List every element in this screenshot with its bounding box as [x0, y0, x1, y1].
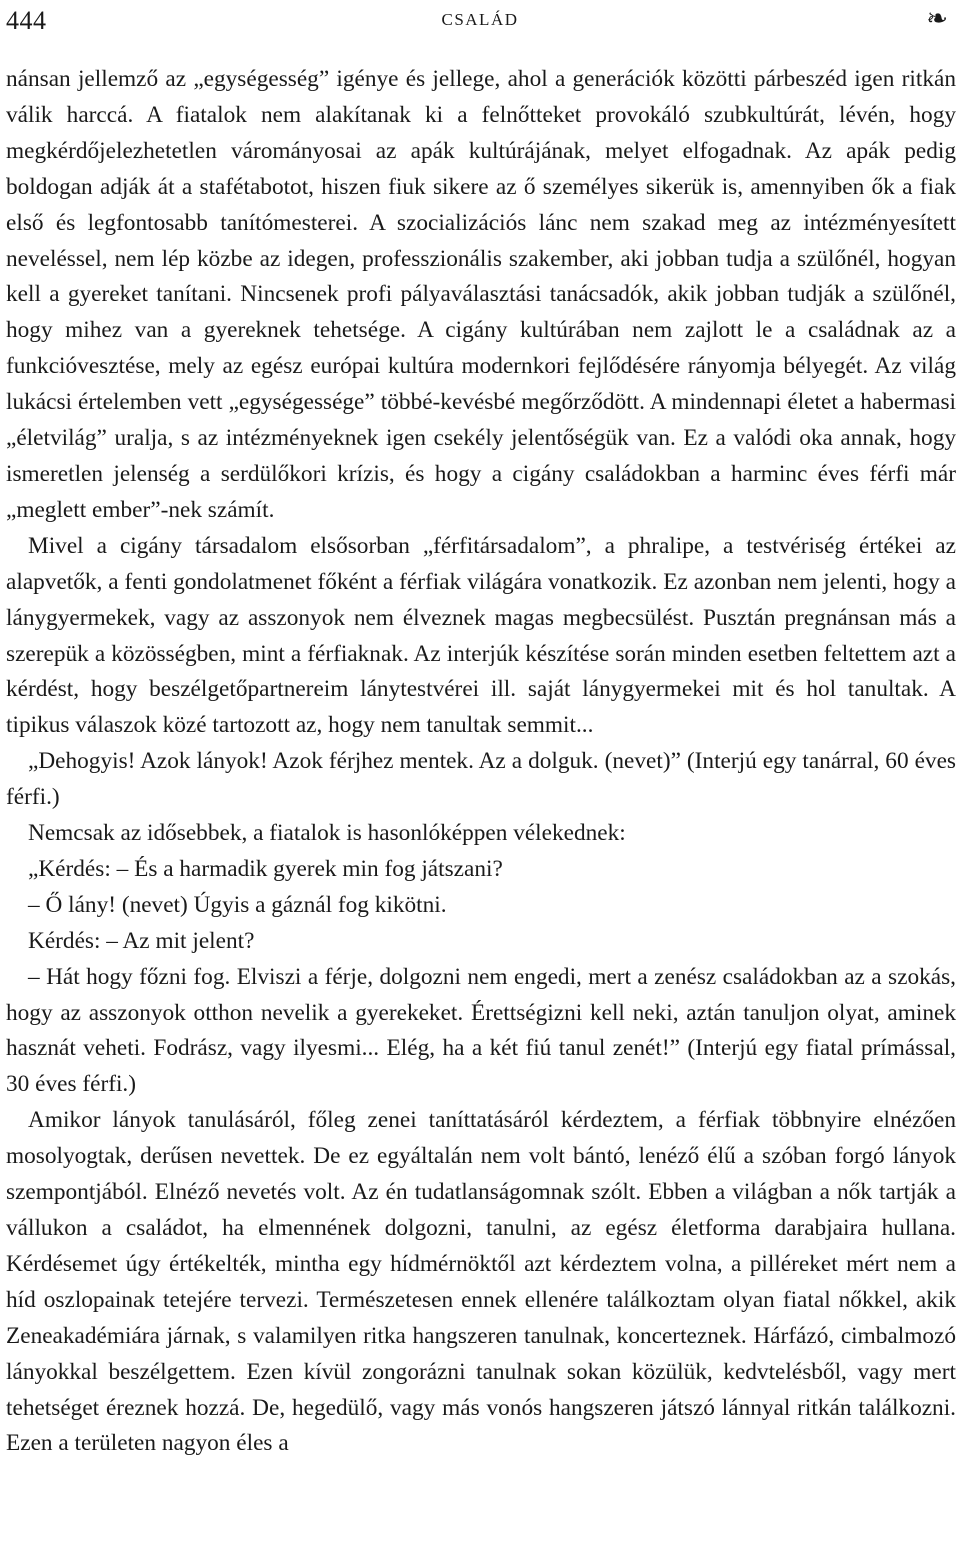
interview-quote: „Dehogyis! Azok lányok! Azok férjhez mentek. Az a dolguk. (nevet)” (Interjú egy tanárral, 60 éves férfi.)	[6, 748, 956, 811]
page-number: 444	[6, 6, 47, 35]
floral-heart-icon: ❧	[926, 4, 948, 33]
interview-line: „Kérdés: – És a harmadik gyerek min fog játszani?	[28, 855, 503, 882]
paragraph: Amikor lányok tanulásáról, főleg zenei taníttatásáról kérdeztem, a férfiak többnyire elnézően mosolyogtak, derűsen nevettek. De ez egyáltalán nem volt bántó, lenéző élű a szóban forgó lányok szempontjából. Elnéző nevetés volt. Az én tudatlanságomnak szólt. Ebben a világban a nők tartják a vállukon a családot, ha elmennének dolgozni, tanulni, az egész életforma darabjaira hullana. Kérdésemet úgy értékelték, mintha egy hídmérnöktől azt kérdeztem volna, a pilléreket mért nem a híd oszlopainak tetejére tervezi. Természetesen ennek ellenére találkoztam olyan fiatal nőkkel, akik Zeneakadémiára járnak, s valamilyen ritka hangszeren tanulnak, koncerteznek. Hárfázó, cimbalmozó lányokkal beszélgettem. Ezen kívül zongorázni tanulnak sokan közülük, kedvtelésből, vagy mert tehetséget éreznek hozzá. De, hegedülő, vagy más vonós hangszeren játszó lánnyal ritkán találkozni. Ezen a területen nagyon éles a	[6, 1107, 956, 1457]
interview-line: – Ő lány! (nevet) Úgyis a gáznál fog kikötni.	[28, 891, 447, 918]
paragraph: Nemcsak az idősebbek, a fiatalok is hasonlóképpen vélekednek:	[28, 820, 626, 847]
body-text	[6, 62, 956, 1462]
interview-line: – Hát hogy főzni fog. Elviszi a férje, dolgozni nem engedi, mert a zenész családokban az a szokás, hogy az asszonyok otthon nevelik a gyerekeket. Érettségizni kell neki, aztán tanuljon olyat, aminek hasznát veheti. Fodrász, vagy ilyesmi... Elég, ha a két fiú tanul zenét!” (Interjú egy fiatal prímással, 30 éves férfi.)	[6, 963, 956, 1098]
paragraph: Mivel a cigány társadalom elsősorban „férfitársadalom”, a phralipe, a testvériség értékei az alapvetők, a fenti gondolatmenet főként a férfiak világára vonatkozik. Ez azonban nem jelenti, hogy a lánygyermekek, vagy az asszonyok nem élveznek magas megbecsülést. Pusztán pregnánsan más a szerepük a közösségben, mint a férfiaknak. Az interjúk készítése során minden esetben feltettem azt a kérdést, hogy beszélgetőpartnereim lánytestvérei ill. saját lánygyermekei mit és hol tanultak. A tipikus válaszok közé tartozott az, hogy nem tanultak semmit...	[6, 532, 956, 739]
running-head: CSALÁD	[441, 10, 519, 29]
page-header	[0, 0, 960, 40]
paragraph-continued: nánsan jellemző az „egységesség” igénye és jellege, ahol a generációk közötti párbeszéd igen ritkán válik harccá. A fiatalok nem alakítanak ki a felnőtteket provokáló szubkultúrát, lévén, hogy megkérdőjelezhetetlen várományosai az apák kultúrájának, melyet elfogadnak. Az apák pedig boldogan adják át a stafétabotot, hiszen fiuk sikere az ő személyes sikerük is, amennyiben ők a fiak első és legfontosabb tanítómesterei. A szocializációs lánc nem szakad meg az intézményesített neveléssel, nem lép közbe az idegen, professzionális szakember, aki jobban tudja a szülőnél, hogyan kell a gyereket tanítani. Nincsenek profi pályaválasztási tanácsadók, akik jobban tudják a szülőnél, hogy mihez van a gyereknek tehetsége. A cigány kultúrában nem zajlott le a családnak az a funkcióvesztése, mely az egész európai kultúra modernkori fejlődésére rányomja bélyegét. Az világ lukácsi értelemben vett „egységessége” többé-kevésbé megőrződött. A mindennapi életet a habermasi „életvilág” uralja, s az intézményeknek igen csekély jelentőségük van. Ez a valódi oka annak, hogy ismeretlen jelenség a serdülőkori krízis, és hogy a cigány családokban a harminc éves férfi már „meglett ember”-nek számít.	[6, 66, 956, 523]
interview-line: Kérdés: – Az mit jelent?	[28, 927, 255, 954]
